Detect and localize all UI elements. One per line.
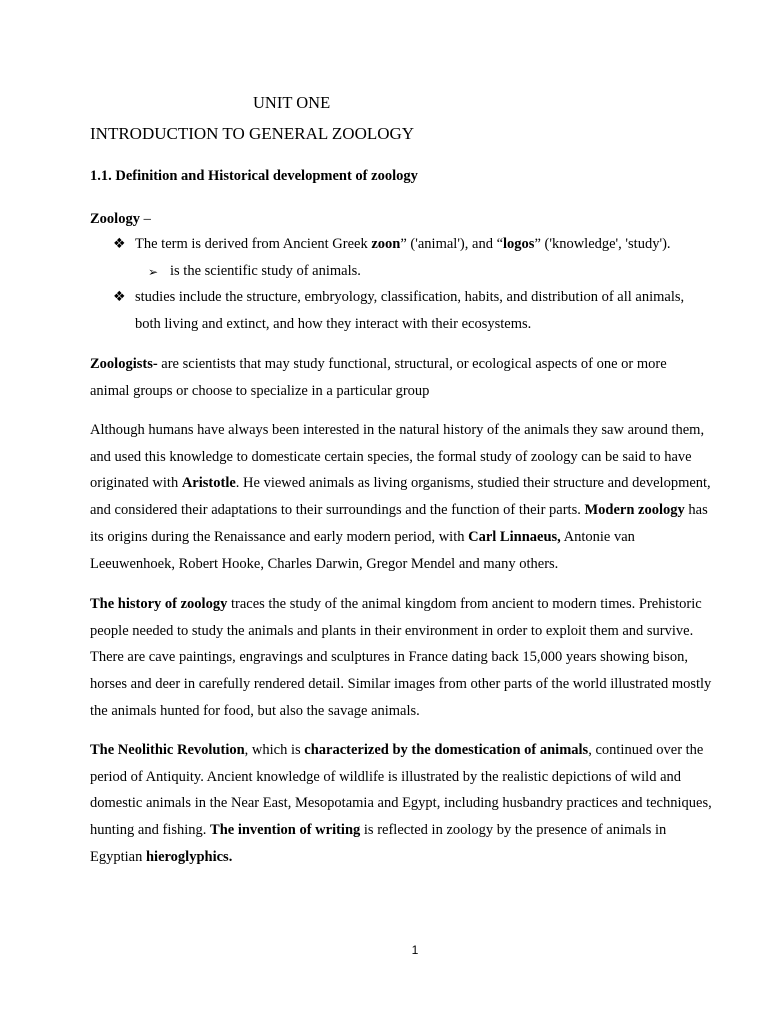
diamond-bullet-icon: ❖ [113,236,126,252]
unit-label: UNIT ONE [253,93,331,112]
paragraph-line [90,351,738,378]
text-run: hunting and fishing. [90,822,211,839]
unit-title: INTRODUCTION TO GENERAL ZOOLOGY [90,124,415,143]
term-aristotle: Aristotle [181,475,236,492]
bullet-text-part: The term is derived from Ancient Greek [135,236,372,252]
text-run: . He viewed animals as living organisms, studied their structure and development, [235,475,711,492]
text-run: Antonie van [560,528,635,545]
paragraph-line [90,524,738,551]
term-domestication: characterized by the domestication of animals [304,742,589,758]
text-run: traces the study of the animal kingdom from ancient to modern times. Prehistoric [227,596,702,612]
paragraph-zoologists [90,351,738,404]
text-run: its origins during the Renaissance and early modern period, with [90,528,469,545]
text-run: , continued over the [588,742,704,758]
term-invention-of-writing: The invention of writing [210,822,361,839]
term-hieroglyphics: hieroglyphics. [145,848,233,865]
paragraph-line: Although humans have always been interested in the natural history of the animals they saw around them, [90,422,705,438]
bullet-text-scope-line1: studies include the structure, embryology, classification, habits, and distribution of all animals, [135,289,685,305]
paragraph-line [90,497,738,524]
arrow-bullet-icon: ➢ [148,265,159,279]
bullet-text-part: ” ('knowledge', 'study'). [534,236,671,252]
text-run: , which is [244,742,305,758]
paragraph-line [90,591,738,618]
term-modern-zoology: Modern zoology [584,502,685,519]
paragraph-aristotle [90,417,738,577]
paragraph-line: Leeuwenhoek, Robert Hooke, Charles Darwin, Gregor Mendel and many others. [90,555,559,572]
paragraph-line [90,737,738,764]
zoology-definition-label [90,206,151,233]
paragraph-line: There are cave paintings, engravings and sculptures in France dating back 15,000 years showing bison, [90,649,688,666]
term-logos: logos [503,236,535,252]
paragraph-line: period of Antiquity. Ancient knowledge of wildlife is illustrated by the realistic depictions of wild and [90,768,682,785]
text-run: originated with [90,475,182,492]
text-run: and considered their adaptations to their surroundings and the function of their parts. [90,502,585,519]
term-zoon: zoon [371,236,401,252]
diamond-bullet-icon: ❖ [113,289,126,305]
paragraph-line: horses and deer in carefully rendered detail. Similar images from other parts of the world illustrated mostly [90,676,712,693]
paragraph-line: people needed to study the animals and plants in their environment in order to exploit them and survive. [90,622,694,639]
text-run: are scientists that may study functional, structural, or ecological aspects of one or more [157,356,667,372]
paragraph-line: the animals hunted for food, but also the savage animals. [90,702,420,719]
term-zoologists: Zoologists- [90,356,158,372]
paragraph-line: domestic animals in the Near East, Mesopotamia and Egypt, including husbandry practices and techniques, [90,795,712,812]
term-history-of-zoology: The history of zoology [90,596,228,612]
text-run: is reflected in zoology by the presence of animals in [360,822,667,839]
paragraph-line: animal groups or choose to specialize in a particular group [90,382,430,399]
text-run: has [684,502,708,519]
zoology-term: Zoology [90,211,140,227]
page-number: 1 [411,943,419,957]
bullet-text-scope-line2: both living and extinct, and how they interact with their ecosystems. [135,316,532,332]
paragraph-history-of-zoology [90,591,738,725]
paragraph-line [90,470,738,497]
text-run: Egyptian [90,848,146,865]
bullet-text-etymology [135,231,671,258]
bullet-text-part: ” ('animal'), and “ [400,236,504,252]
section-heading: 1.1. Definition and Historical development of zoology [90,168,418,184]
term-neolithic-revolution: The Neolithic Revolution [90,742,245,758]
paragraph-line [90,817,738,844]
paragraph-line [90,844,738,871]
sub-bullet-text: is the scientific study of animals. [170,263,361,279]
paragraph-line: and used this knowledge to domesticate certain species, the formal study of zoology can be said to have [90,448,692,465]
term-carl-linnaeus: Carl Linnaeus, [468,528,561,545]
zoology-dash: – [139,211,151,227]
paragraph-neolithic-revolution [90,737,738,871]
